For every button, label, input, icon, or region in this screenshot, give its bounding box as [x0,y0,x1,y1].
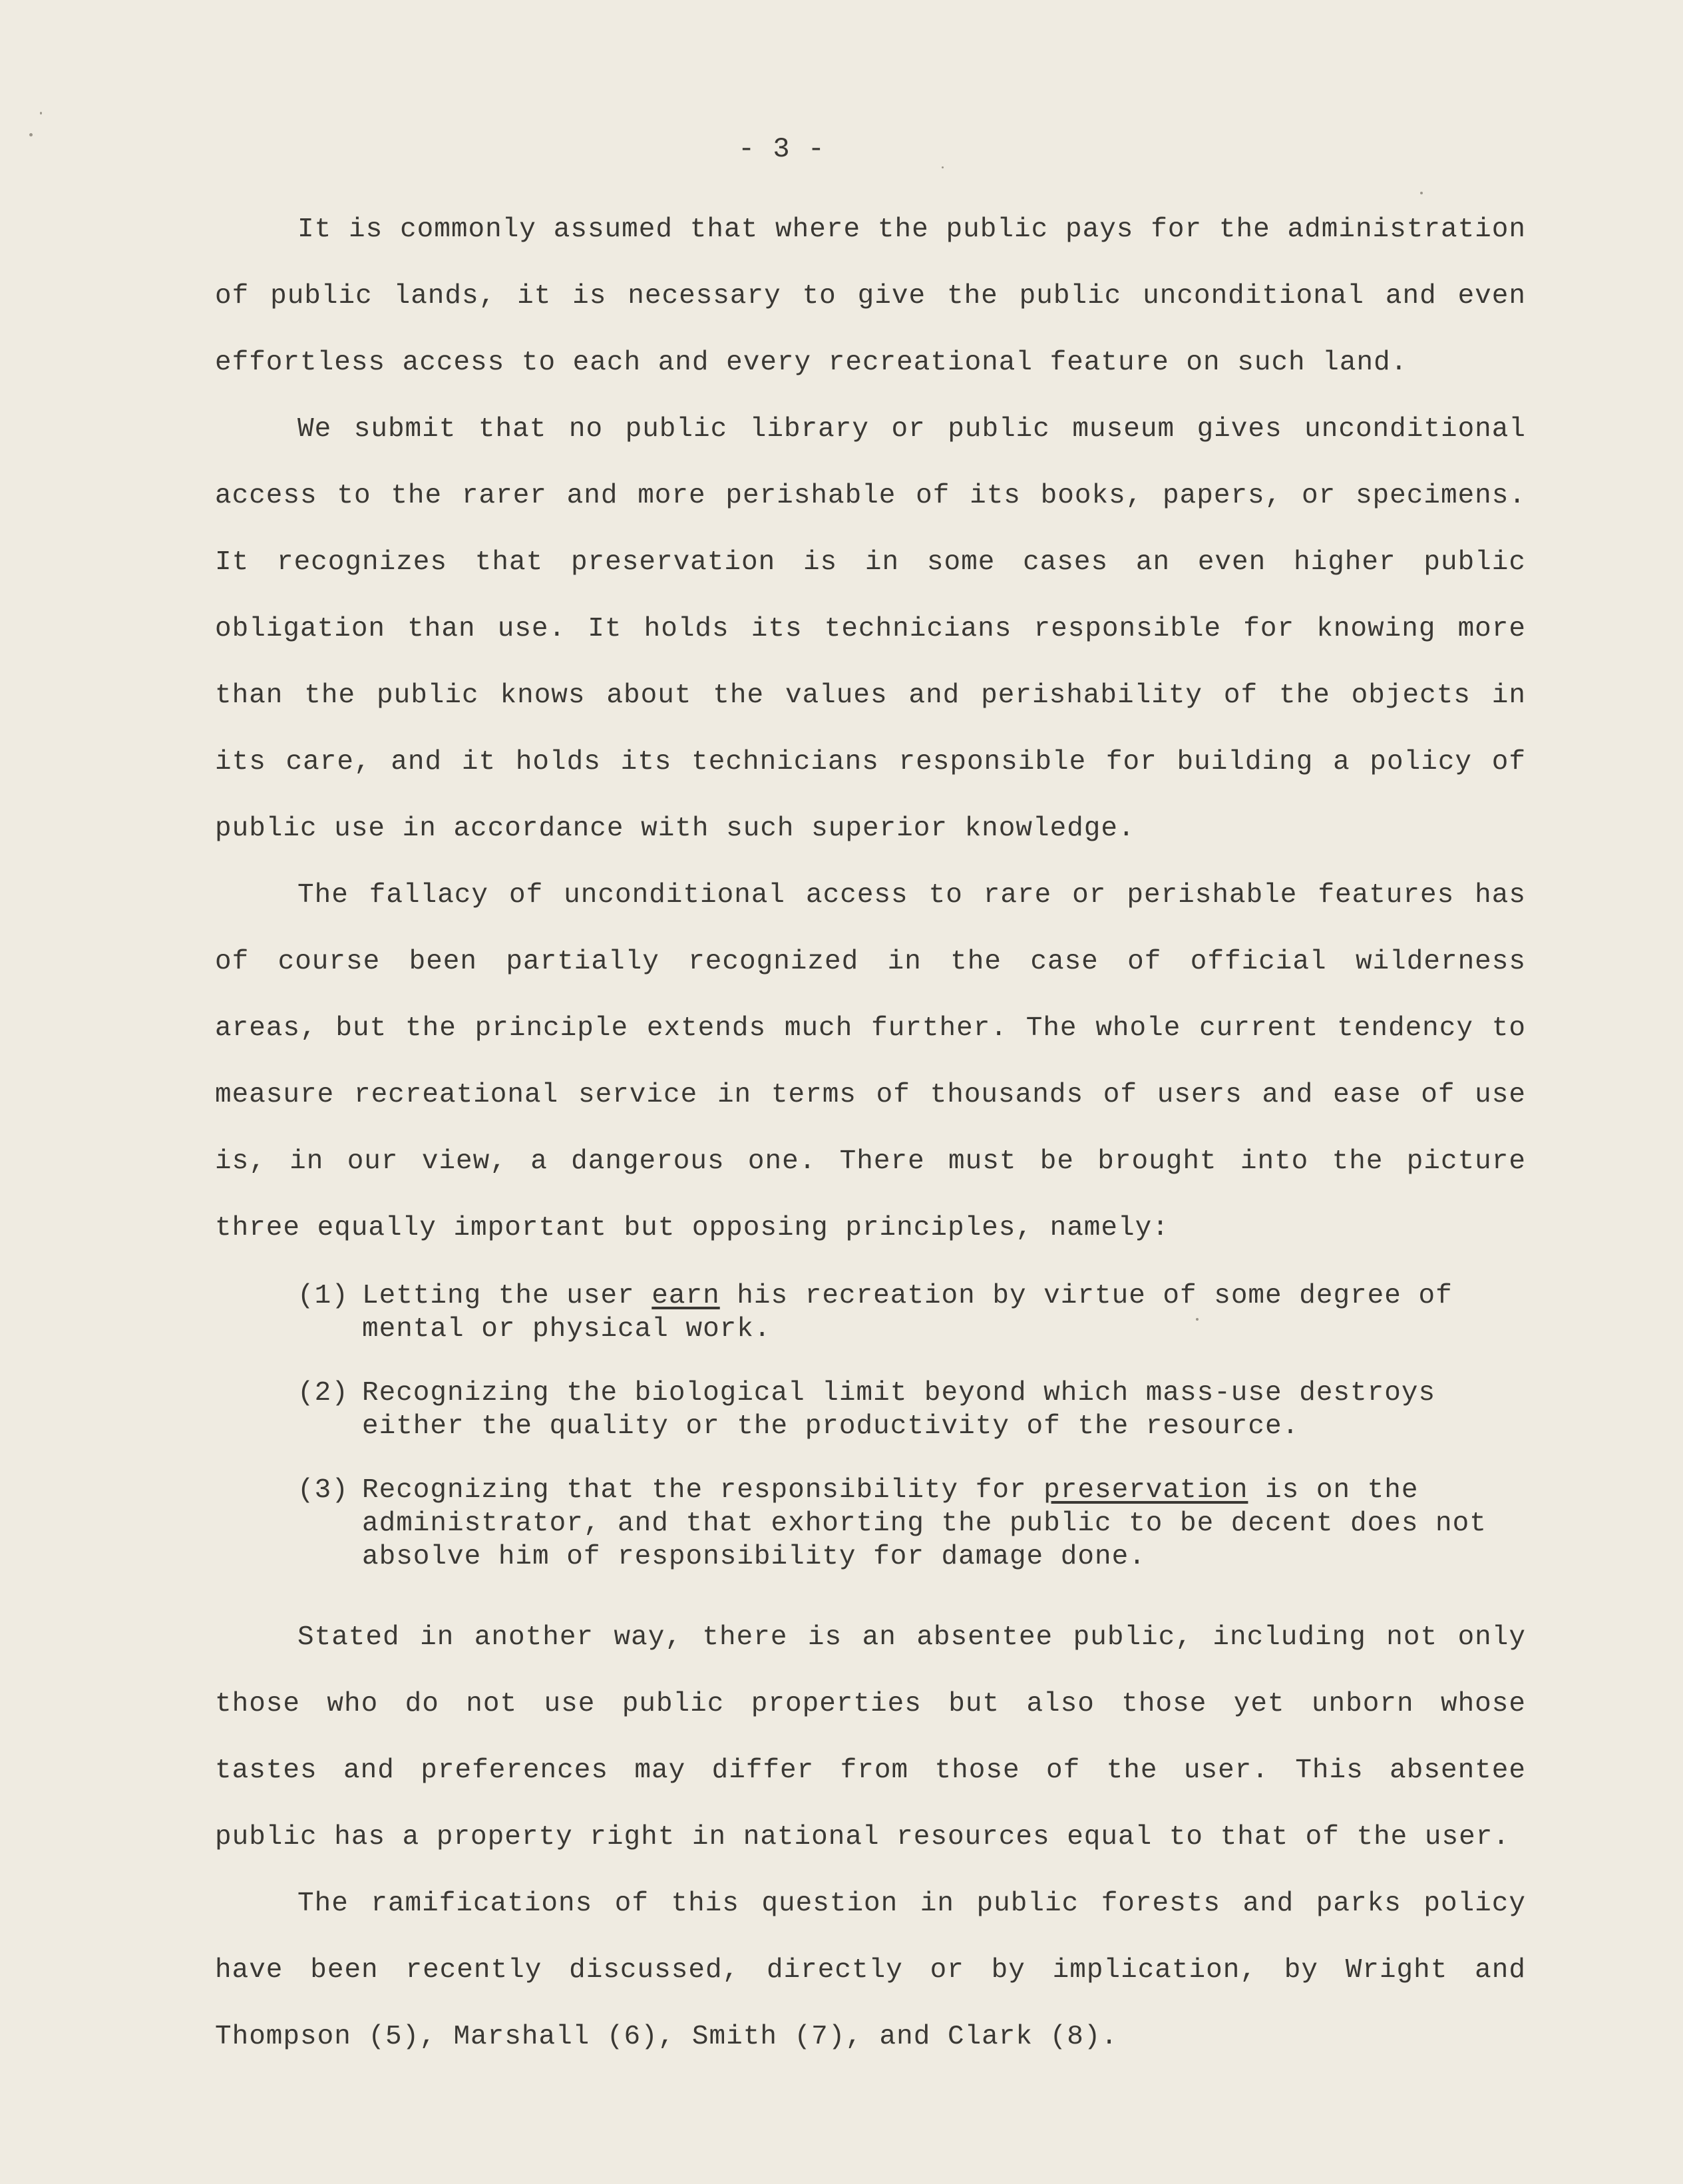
principle-emphasis: preservation [1043,1475,1248,1506]
paragraph-public-access-assumption: It is commonly assumed that where the public pays for the administration of public lands, it is necessary to give the public unconditional and even effortless access to each and every recreational feature on such land. [215,214,1526,378]
paragraph-library-museum-analogy: We submit that no public library or public museum gives unconditional access to the rarer and more perishable of its books, papers, or specimens. It recognizes that preservation is in some cases an even higher public obligation than use. It holds its technicians responsible for knowing more than the public knows about the values and perishability of the objects in its care, and it holds its technicians responsible for building a policy of public use in accordance with such superior knowledge. [215,414,1526,844]
paragraph-fallacy-unconditional-access: The fallacy of unconditional access to rare or perishable features has of course been partially recognized in the case of official wilderness areas, but the principle extends much further. The whole current tendency to measure recreational service in terms of thousands of users and ease of use is, in our view, a dangerous one. There must be brought into the picture three equally important but opposing principles, namely: [215,880,1526,1243]
paper-speck [942,166,944,168]
principle-number: (3) [297,1475,349,1506]
principle-number: (1) [297,1281,349,1311]
paper-speck [40,112,42,114]
principle-text: Recognizing the biological limit beyond which mass-use destroys either the quality or the productivity of the resource. [362,1378,1436,1442]
principles-list [215,1279,1526,1574]
paragraph-absentee-public: Stated in another way, there is an absentee public, including not only those who do not use public properties but also those yet unborn whose tastes and preferences may differ from those of the user. This absentee public has a property right in national resources equal to that of the user. [215,1622,1526,1853]
paper-speck [1420,192,1423,194]
principle-text-continued: is on the administrator, and that exhorting the public to be decent does not absolve him of responsibility for damage done. [362,1475,1487,1572]
principle-emphasis: earn [652,1281,720,1311]
principle-number: (2) [297,1378,349,1409]
principle-item [215,1279,1526,1346]
principle-text: Letting the user [362,1281,652,1311]
body-text [215,196,1526,2070]
paragraph-ramifications-references: The ramifications of this question in public forests and parks policy have been recently discussed, directly or by implication, by Wright and Thompson (5), Marshall (6), Smith (7), and Clark (8). [215,1888,1526,2052]
principle-item [215,1474,1526,1574]
page-number: - 3 - [737,133,826,165]
principle-text: Recognizing that the responsibility for [362,1475,1044,1506]
principle-text-continued: his recreation by virtue of some degree of mental or physical work. [362,1281,1453,1345]
principle-item [215,1377,1526,1443]
